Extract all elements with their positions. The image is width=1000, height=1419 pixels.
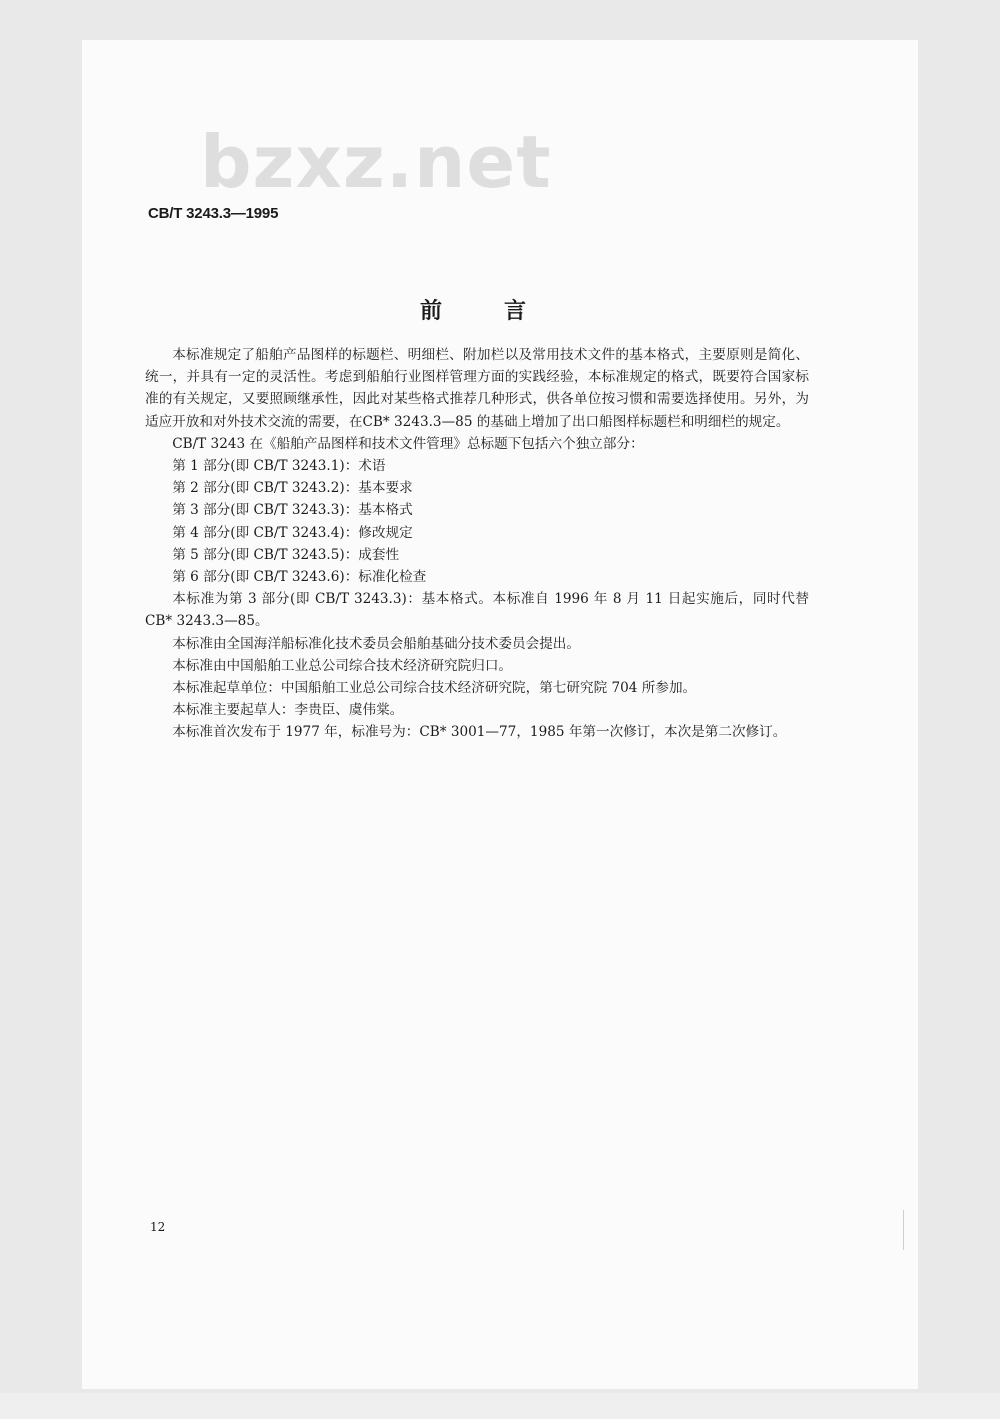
page-number: 12 [150, 1220, 166, 1234]
paragraph-administrator: 本标准由中国船舶工业总公司综合技术经济研究院归口。 [172, 657, 513, 674]
watermark: bzxz.net [200, 120, 552, 204]
paragraph-parts-overview: CB/T 3243 在《船舶产品图样和技术文件管理》总标题下包括六个独立部分： [172, 435, 644, 452]
paragraph-history: 本标准首次发布于 1977 年，标准号为：CB* 3001—77，1985 年第一次修订，本次是第二次修订。 [172, 724, 787, 741]
paragraph-intro: 本标准规定了船舶产品图样的标题栏、明细栏、附加栏以及常用技术文件的基本格式，主要原则是简化、统一，并具有一定的灵活性。考虑到船舶行业图样管理方面的实践经验，本标准规定的格式，既要符合国家标准的有关规定，又要照顾继承性，因此对某些格式推荐几种形式，供各单位按习惯和需要选择使用。另外，为适应开放和对外技术交流的需要，在CB* 3243.3—85 的基础上增加了出口船图样标题栏和明细栏的规定。 [145, 347, 809, 430]
list-item-part-4: 第 4 部分(即 CB/T 3243.4)：修改规定 [172, 524, 413, 541]
list-item-part-5: 第 5 部分(即 CB/T 3243.5)：成套性 [172, 546, 400, 563]
paragraph-effective-date: 本标准为第 3 部分(即 CB/T 3243.3)：基本格式。本标准自 1996 年 8 月 11 日起实施后，同时代替 CB* 3243.3—85。 [145, 591, 809, 630]
viewer-bottom-strip [0, 1393, 1000, 1419]
standard-code: CB/T 3243.3—1995 [148, 205, 279, 222]
list-item-part-1: 第 1 部分(即 CB/T 3243.1)：术语 [172, 458, 386, 475]
list-item-part-2: 第 2 部分(即 CB/T 3243.2)：基本要求 [172, 480, 413, 497]
body-text [145, 344, 809, 744]
page-title: 前言 [420, 299, 589, 324]
paragraph-proposer: 本标准由全国海洋船标准化技术委员会船舶基础分技术委员会提出。 [172, 635, 580, 652]
scan-edge-mark [903, 1210, 904, 1250]
list-item-part-6: 第 6 部分(即 CB/T 3243.6)：标准化检查 [172, 569, 427, 586]
paragraph-drafting-unit: 本标准起草单位：中国船舶工业总公司综合技术经济研究院，第七研究院 704 所参加。 [172, 680, 697, 697]
list-item-part-3: 第 3 部分(即 CB/T 3243.3)：基本格式 [172, 502, 413, 519]
paragraph-drafters: 本标准主要起草人：李贵臣、虞伟棠。 [172, 702, 404, 719]
